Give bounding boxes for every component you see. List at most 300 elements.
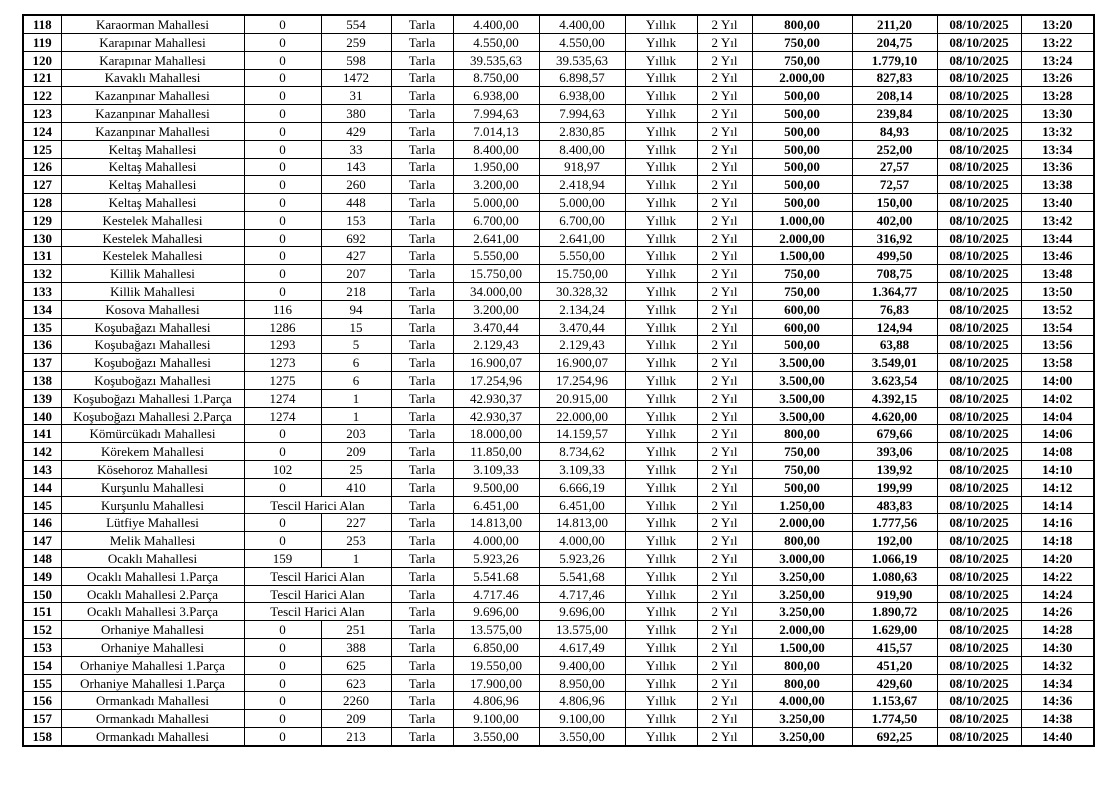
table-row — [23, 176, 1094, 194]
cell-type: Tarla — [391, 318, 453, 336]
cell-name: Keltaş Mahallesi — [61, 194, 244, 212]
cell-date: 08/10/2025 — [937, 194, 1021, 212]
cell-share: 692,25 — [852, 728, 937, 747]
cell-share: 429,60 — [852, 674, 937, 692]
cell-price: 2.000,00 — [752, 229, 852, 247]
cell-term: 2 Yıl — [697, 158, 752, 176]
cell-name: Ormankadı Mahallesi — [61, 728, 244, 747]
cell-time: 13:32 — [1021, 122, 1094, 140]
cell-type: Tarla — [391, 265, 453, 283]
cell-name: Koşuboğazı Mahallesi — [61, 354, 244, 372]
cell-share: 499,50 — [852, 247, 937, 265]
cell-type: Tarla — [391, 710, 453, 728]
cell-share: 139,92 — [852, 461, 937, 479]
cell-period: Yıllık — [625, 514, 697, 532]
cell-parsel: 1 — [321, 389, 391, 407]
cell-time: 13:42 — [1021, 211, 1094, 229]
cell-type: Tarla — [391, 567, 453, 585]
cell-parsel: 6 — [321, 372, 391, 390]
cell-value2: 2.129,43 — [539, 336, 625, 354]
cell-term: 2 Yıl — [697, 318, 752, 336]
cell-share: 72,57 — [852, 176, 937, 194]
cell-share: 84,93 — [852, 122, 937, 140]
cell-period: Yıllık — [625, 478, 697, 496]
cell-value1: 4.806,96 — [453, 692, 539, 710]
cell-term: 2 Yıl — [697, 122, 752, 140]
cell-period: Yıllık — [625, 51, 697, 69]
cell-parsel: 410 — [321, 478, 391, 496]
cell-date: 08/10/2025 — [937, 692, 1021, 710]
cell-period: Yıllık — [625, 336, 697, 354]
cell-value1: 18.000,00 — [453, 425, 539, 443]
cell-name: Koşuboğazı Mahallesi 2.Parça — [61, 407, 244, 425]
cell-parsel: 31 — [321, 87, 391, 105]
cell-name: Lütfiye Mahallesi — [61, 514, 244, 532]
cell-price: 800,00 — [752, 674, 852, 692]
cell-share: 483,83 — [852, 496, 937, 514]
cell-share: 919,90 — [852, 585, 937, 603]
cell-share: 192,00 — [852, 532, 937, 550]
cell-share: 208,14 — [852, 87, 937, 105]
cell-date: 08/10/2025 — [937, 478, 1021, 496]
cell-period: Yıllık — [625, 656, 697, 674]
cell-no: 152 — [23, 621, 61, 639]
cell-value2: 4.000,00 — [539, 532, 625, 550]
cell-value1: 5.000,00 — [453, 194, 539, 212]
cell-type: Tarla — [391, 550, 453, 568]
cell-ada: 0 — [244, 478, 321, 496]
cell-type: Tarla — [391, 336, 453, 354]
cell-type: Tarla — [391, 603, 453, 621]
cell-term: 2 Yıl — [697, 372, 752, 390]
cell-price: 2.000,00 — [752, 514, 852, 532]
cell-term: 2 Yıl — [697, 265, 752, 283]
cell-value2: 6.938,00 — [539, 87, 625, 105]
cell-share: 239,84 — [852, 105, 937, 123]
cell-no: 153 — [23, 639, 61, 657]
land-lease-table — [22, 14, 1095, 747]
cell-time: 14:38 — [1021, 710, 1094, 728]
cell-parsel: 143 — [321, 158, 391, 176]
cell-no: 158 — [23, 728, 61, 747]
cell-date: 08/10/2025 — [937, 585, 1021, 603]
cell-ada: 0 — [244, 15, 321, 33]
cell-price: 3.000,00 — [752, 550, 852, 568]
cell-ada: 0 — [244, 656, 321, 674]
cell-time: 13:44 — [1021, 229, 1094, 247]
cell-time: 14:36 — [1021, 692, 1094, 710]
cell-type: Tarla — [391, 194, 453, 212]
cell-price: 800,00 — [752, 656, 852, 674]
cell-period: Yıllık — [625, 443, 697, 461]
cell-type: Tarla — [391, 478, 453, 496]
cell-value2: 30.328,32 — [539, 283, 625, 301]
cell-term: 2 Yıl — [697, 532, 752, 550]
cell-date: 08/10/2025 — [937, 443, 1021, 461]
cell-price: 3.250,00 — [752, 603, 852, 621]
cell-value2: 6.898,57 — [539, 69, 625, 87]
cell-ada: 0 — [244, 283, 321, 301]
cell-price: 750,00 — [752, 283, 852, 301]
cell-no: 139 — [23, 389, 61, 407]
cell-ada: 0 — [244, 105, 321, 123]
table-row — [23, 194, 1094, 212]
cell-price: 500,00 — [752, 105, 852, 123]
cell-price: 3.500,00 — [752, 389, 852, 407]
cell-no: 155 — [23, 674, 61, 692]
cell-date: 08/10/2025 — [937, 710, 1021, 728]
cell-type: Tarla — [391, 122, 453, 140]
cell-date: 08/10/2025 — [937, 407, 1021, 425]
cell-type: Tarla — [391, 158, 453, 176]
cell-time: 13:22 — [1021, 33, 1094, 51]
cell-date: 08/10/2025 — [937, 603, 1021, 621]
cell-price: 500,00 — [752, 140, 852, 158]
cell-ada: 0 — [244, 425, 321, 443]
cell-name: Kavaklı Mahallesi — [61, 69, 244, 87]
cell-parsel: 1 — [321, 407, 391, 425]
cell-share: 199,99 — [852, 478, 937, 496]
cell-no: 157 — [23, 710, 61, 728]
table-row — [23, 621, 1094, 639]
cell-type: Tarla — [391, 656, 453, 674]
cell-date: 08/10/2025 — [937, 354, 1021, 372]
cell-name: Killik Mahallesi — [61, 283, 244, 301]
cell-date: 08/10/2025 — [937, 621, 1021, 639]
cell-price: 500,00 — [752, 194, 852, 212]
cell-date: 08/10/2025 — [937, 550, 1021, 568]
cell-name: Kazanpınar Mahallesi — [61, 122, 244, 140]
cell-time: 14:08 — [1021, 443, 1094, 461]
cell-time: 13:30 — [1021, 105, 1094, 123]
table-row — [23, 496, 1094, 514]
cell-type: Tarla — [391, 407, 453, 425]
cell-price: 1.500,00 — [752, 247, 852, 265]
cell-no: 156 — [23, 692, 61, 710]
cell-date: 08/10/2025 — [937, 33, 1021, 51]
cell-value2: 8.950,00 — [539, 674, 625, 692]
cell-date: 08/10/2025 — [937, 639, 1021, 657]
cell-ada: 0 — [244, 692, 321, 710]
cell-type: Tarla — [391, 229, 453, 247]
cell-type: Tarla — [391, 247, 453, 265]
table-row — [23, 229, 1094, 247]
cell-price: 2.000,00 — [752, 621, 852, 639]
cell-period: Yıllık — [625, 585, 697, 603]
cell-type: Tarla — [391, 425, 453, 443]
cell-no: 135 — [23, 318, 61, 336]
cell-name: Ocaklı Mahallesi — [61, 550, 244, 568]
cell-parsel: 33 — [321, 140, 391, 158]
cell-time: 13:38 — [1021, 176, 1094, 194]
cell-date: 08/10/2025 — [937, 532, 1021, 550]
cell-term: 2 Yıl — [697, 176, 752, 194]
cell-name: Kestelek Mahallesi — [61, 247, 244, 265]
cell-term: 2 Yıl — [697, 229, 752, 247]
cell-name: Ormankadı Mahallesi — [61, 710, 244, 728]
cell-value2: 3.109,33 — [539, 461, 625, 479]
cell-date: 08/10/2025 — [937, 496, 1021, 514]
cell-name: Keltaş Mahallesi — [61, 140, 244, 158]
cell-ada: 0 — [244, 122, 321, 140]
cell-no: 122 — [23, 87, 61, 105]
cell-name: Kestelek Mahallesi — [61, 229, 244, 247]
cell-time: 14:10 — [1021, 461, 1094, 479]
cell-no: 145 — [23, 496, 61, 514]
cell-no: 146 — [23, 514, 61, 532]
table-row — [23, 158, 1094, 176]
table-row — [23, 211, 1094, 229]
cell-time: 13:54 — [1021, 318, 1094, 336]
table-row — [23, 300, 1094, 318]
cell-value1: 34.000,00 — [453, 283, 539, 301]
cell-no: 144 — [23, 478, 61, 496]
cell-time: 14:02 — [1021, 389, 1094, 407]
table-row — [23, 567, 1094, 585]
cell-value1: 3.550,00 — [453, 728, 539, 747]
cell-parsel: 448 — [321, 194, 391, 212]
cell-no: 149 — [23, 567, 61, 585]
cell-registry-note: Tescil Harici Alan — [244, 496, 391, 514]
cell-ada: 0 — [244, 247, 321, 265]
cell-ada: 0 — [244, 33, 321, 51]
cell-type: Tarla — [391, 496, 453, 514]
cell-value1: 13.575,00 — [453, 621, 539, 639]
cell-value2: 17.254,96 — [539, 372, 625, 390]
table-row — [23, 140, 1094, 158]
cell-no: 119 — [23, 33, 61, 51]
cell-share: 451,20 — [852, 656, 937, 674]
cell-time: 13:26 — [1021, 69, 1094, 87]
cell-value2: 5.541,68 — [539, 567, 625, 585]
cell-value1: 17.900,00 — [453, 674, 539, 692]
cell-type: Tarla — [391, 15, 453, 33]
cell-period: Yıllık — [625, 639, 697, 657]
cell-parsel: 429 — [321, 122, 391, 140]
cell-no: 137 — [23, 354, 61, 372]
cell-time: 14:06 — [1021, 425, 1094, 443]
cell-date: 08/10/2025 — [937, 425, 1021, 443]
cell-registry-note: Tescil Harici Alan — [244, 585, 391, 603]
cell-price: 800,00 — [752, 15, 852, 33]
cell-ada: 1275 — [244, 372, 321, 390]
cell-registry-note: Tescil Harici Alan — [244, 603, 391, 621]
cell-parsel: 5 — [321, 336, 391, 354]
cell-parsel: 692 — [321, 229, 391, 247]
cell-price: 800,00 — [752, 532, 852, 550]
cell-ada: 0 — [244, 158, 321, 176]
cell-value1: 6.938,00 — [453, 87, 539, 105]
cell-period: Yıllık — [625, 283, 697, 301]
cell-type: Tarla — [391, 372, 453, 390]
cell-type: Tarla — [391, 33, 453, 51]
cell-value2: 39.535,63 — [539, 51, 625, 69]
cell-time: 13:28 — [1021, 87, 1094, 105]
cell-name: Orhaniye Mahallesi 1.Parça — [61, 674, 244, 692]
cell-name: Orhaniye Mahallesi 1.Parça — [61, 656, 244, 674]
cell-name: Kazanpınar Mahallesi — [61, 87, 244, 105]
table-row — [23, 639, 1094, 657]
cell-period: Yıllık — [625, 122, 697, 140]
cell-time: 14:26 — [1021, 603, 1094, 621]
cell-value1: 5.923,26 — [453, 550, 539, 568]
cell-period: Yıllık — [625, 532, 697, 550]
cell-value1: 42.930,37 — [453, 389, 539, 407]
cell-type: Tarla — [391, 69, 453, 87]
table-row — [23, 122, 1094, 140]
cell-no: 133 — [23, 283, 61, 301]
cell-price: 2.000,00 — [752, 69, 852, 87]
table-row — [23, 354, 1094, 372]
cell-name: Kurşunlu Mahallesi — [61, 478, 244, 496]
cell-value1: 3.109,33 — [453, 461, 539, 479]
cell-value2: 9.696,00 — [539, 603, 625, 621]
cell-value2: 9.400,00 — [539, 656, 625, 674]
cell-parsel: 1 — [321, 550, 391, 568]
cell-period: Yıllık — [625, 461, 697, 479]
cell-date: 08/10/2025 — [937, 461, 1021, 479]
cell-period: Yıllık — [625, 87, 697, 105]
cell-value2: 2.134,24 — [539, 300, 625, 318]
cell-no: 121 — [23, 69, 61, 87]
cell-value2: 6.451,00 — [539, 496, 625, 514]
cell-period: Yıllık — [625, 603, 697, 621]
cell-period: Yıllık — [625, 728, 697, 747]
cell-ada: 1273 — [244, 354, 321, 372]
cell-parsel: 388 — [321, 639, 391, 657]
table-row — [23, 265, 1094, 283]
table-row — [23, 461, 1094, 479]
cell-ada: 116 — [244, 300, 321, 318]
cell-ada: 1293 — [244, 336, 321, 354]
cell-time: 14:16 — [1021, 514, 1094, 532]
cell-term: 2 Yıl — [697, 51, 752, 69]
cell-no: 150 — [23, 585, 61, 603]
cell-period: Yıllık — [625, 674, 697, 692]
cell-date: 08/10/2025 — [937, 229, 1021, 247]
cell-date: 08/10/2025 — [937, 69, 1021, 87]
cell-time: 14:04 — [1021, 407, 1094, 425]
cell-share: 1.066,19 — [852, 550, 937, 568]
cell-name: Kosova Mahallesi — [61, 300, 244, 318]
cell-value1: 1.950,00 — [453, 158, 539, 176]
cell-share: 402,00 — [852, 211, 937, 229]
cell-time: 14:30 — [1021, 639, 1094, 657]
cell-price: 1.250,00 — [752, 496, 852, 514]
cell-value2: 5.000,00 — [539, 194, 625, 212]
cell-ada: 1274 — [244, 389, 321, 407]
cell-share: 1.774,50 — [852, 710, 937, 728]
cell-date: 08/10/2025 — [937, 656, 1021, 674]
cell-value1: 4.000,00 — [453, 532, 539, 550]
table-row — [23, 87, 1094, 105]
cell-value2: 16.900,07 — [539, 354, 625, 372]
cell-name: Keltaş Mahallesi — [61, 158, 244, 176]
cell-name: Ocaklı Mahallesi 1.Parça — [61, 567, 244, 585]
cell-price: 800,00 — [752, 425, 852, 443]
cell-name: Ocaklı Mahallesi 2.Parça — [61, 585, 244, 603]
cell-term: 2 Yıl — [697, 87, 752, 105]
cell-name: Kazanpınar Mahallesi — [61, 105, 244, 123]
cell-value2: 4.617,49 — [539, 639, 625, 657]
cell-type: Tarla — [391, 443, 453, 461]
cell-term: 2 Yıl — [697, 550, 752, 568]
cell-name: Koşuboğazı Mahallesi — [61, 372, 244, 390]
cell-ada: 159 — [244, 550, 321, 568]
cell-period: Yıllık — [625, 550, 697, 568]
cell-period: Yıllık — [625, 372, 697, 390]
cell-value1: 8.750,00 — [453, 69, 539, 87]
cell-value1: 4.717.46 — [453, 585, 539, 603]
cell-share: 204,75 — [852, 33, 937, 51]
cell-time: 14:32 — [1021, 656, 1094, 674]
cell-type: Tarla — [391, 389, 453, 407]
cell-term: 2 Yıl — [697, 336, 752, 354]
cell-value1: 3.470,44 — [453, 318, 539, 336]
cell-share: 393,06 — [852, 443, 937, 461]
cell-parsel: 2260 — [321, 692, 391, 710]
cell-no: 148 — [23, 550, 61, 568]
table-row — [23, 372, 1094, 390]
table-row — [23, 425, 1094, 443]
cell-date: 08/10/2025 — [937, 15, 1021, 33]
cell-no: 123 — [23, 105, 61, 123]
cell-parsel: 260 — [321, 176, 391, 194]
cell-value1: 5.550,00 — [453, 247, 539, 265]
cell-ada: 0 — [244, 728, 321, 747]
cell-price: 500,00 — [752, 122, 852, 140]
cell-value1: 11.850,00 — [453, 443, 539, 461]
cell-date: 08/10/2025 — [937, 87, 1021, 105]
cell-term: 2 Yıl — [697, 283, 752, 301]
cell-value1: 14.813,00 — [453, 514, 539, 532]
cell-value2: 4.400,00 — [539, 15, 625, 33]
cell-term: 2 Yıl — [697, 211, 752, 229]
cell-value1: 15.750,00 — [453, 265, 539, 283]
cell-value2: 2.641,00 — [539, 229, 625, 247]
cell-type: Tarla — [391, 639, 453, 657]
cell-price: 750,00 — [752, 265, 852, 283]
cell-parsel: 209 — [321, 443, 391, 461]
cell-name: Orhaniye Mahallesi — [61, 639, 244, 657]
cell-value1: 2.129,43 — [453, 336, 539, 354]
cell-name: Karapınar Mahallesi — [61, 51, 244, 69]
cell-share: 1.364,77 — [852, 283, 937, 301]
cell-time: 13:58 — [1021, 354, 1094, 372]
cell-value1: 4.550,00 — [453, 33, 539, 51]
cell-value1: 7.014,13 — [453, 122, 539, 140]
cell-ada: 0 — [244, 514, 321, 532]
table-row — [23, 692, 1094, 710]
cell-period: Yıllık — [625, 194, 697, 212]
cell-ada: 1286 — [244, 318, 321, 336]
cell-price: 500,00 — [752, 158, 852, 176]
cell-term: 2 Yıl — [697, 69, 752, 87]
cell-price: 1.500,00 — [752, 639, 852, 657]
table-row — [23, 443, 1094, 461]
cell-price: 750,00 — [752, 443, 852, 461]
table-row — [23, 389, 1094, 407]
cell-term: 2 Yıl — [697, 247, 752, 265]
cell-date: 08/10/2025 — [937, 283, 1021, 301]
cell-date: 08/10/2025 — [937, 122, 1021, 140]
cell-ada: 0 — [244, 674, 321, 692]
cell-parsel: 25 — [321, 461, 391, 479]
cell-share: 252,00 — [852, 140, 937, 158]
table-row — [23, 585, 1094, 603]
cell-value1: 3.200,00 — [453, 176, 539, 194]
cell-price: 3.250,00 — [752, 710, 852, 728]
